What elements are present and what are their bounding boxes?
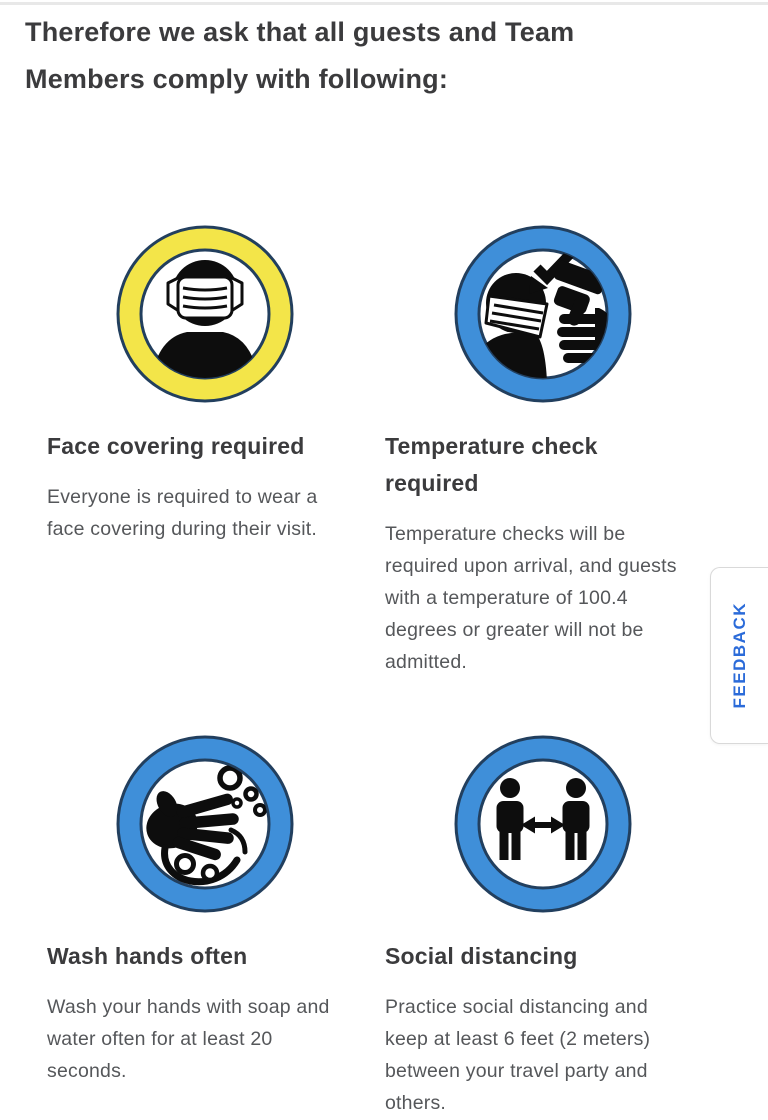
page-heading xyxy=(25,9,768,103)
top-divider xyxy=(0,2,768,5)
card-description: Temperature checks will be required upon arrival, and guests with a temperature of 100.4 degrees or greater will not be admitted. xyxy=(385,523,677,673)
guideline-cards xyxy=(47,224,768,1119)
face-covering-icon xyxy=(115,224,295,404)
card-title: Social distancing xyxy=(385,943,578,969)
card-description: Everyone is required to wear a face covering during their visit. xyxy=(47,486,318,540)
card-face-covering xyxy=(47,224,362,678)
card-temperature-check xyxy=(385,224,700,678)
wash-hands-icon xyxy=(115,734,295,914)
card-title: Face covering required xyxy=(47,433,305,459)
card-description: Wash your hands with soap and water often for at least 20 seconds. xyxy=(47,996,330,1082)
card-description: Practice social distancing and keep at least 6 feet (2 meters) between your travel party and others. xyxy=(385,996,651,1114)
card-wash-hands xyxy=(47,734,362,1119)
feedback-tab-label: FEEDBACK xyxy=(729,602,749,709)
feedback-tab-button[interactable] xyxy=(710,567,768,744)
temperature-check-icon xyxy=(453,224,633,404)
heading-line-1: Therefore we ask that all guests and Team xyxy=(25,17,575,47)
card-social-distancing xyxy=(385,734,700,1119)
heading-line-2: Members comply with following: xyxy=(25,64,449,94)
card-title: Wash hands often xyxy=(47,943,248,969)
card-title: Temperature check required xyxy=(385,433,598,496)
social-distancing-icon xyxy=(453,734,633,914)
